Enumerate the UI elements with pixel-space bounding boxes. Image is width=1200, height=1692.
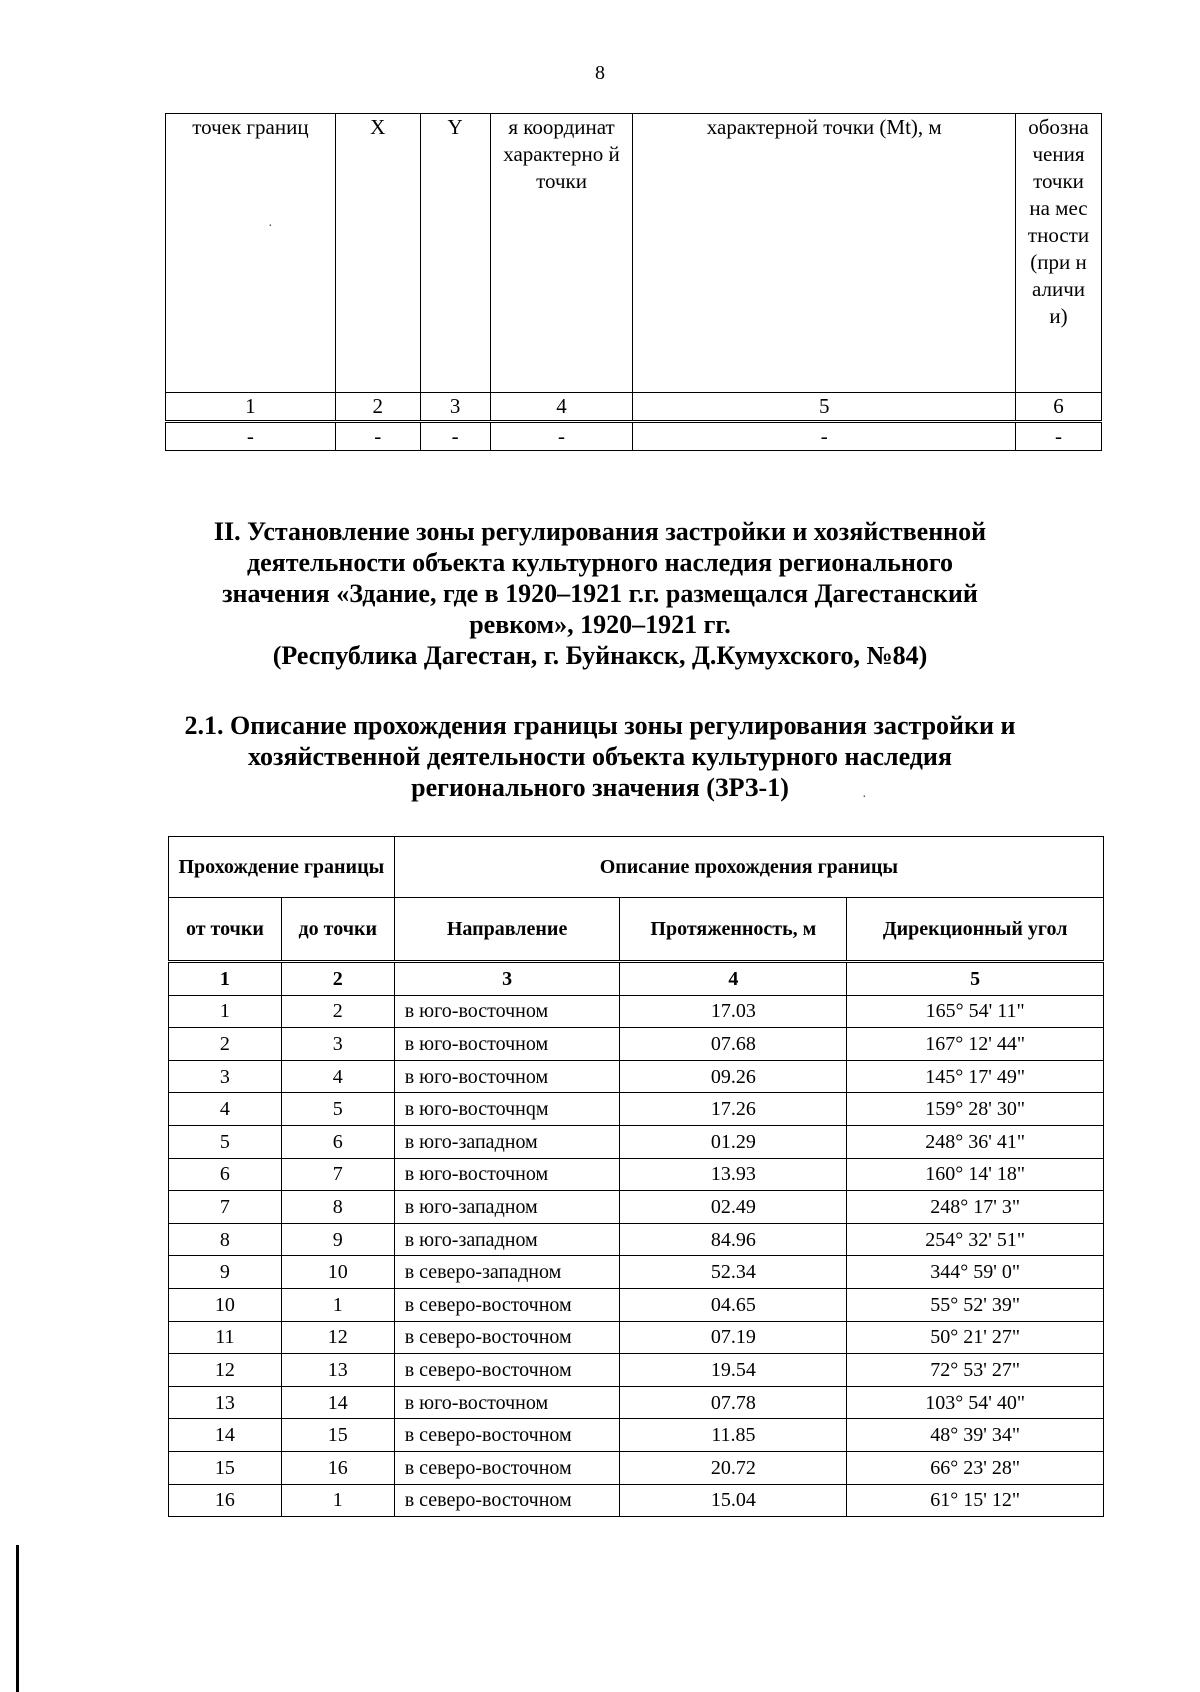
from-point-cell: 8 — [169, 1223, 282, 1256]
col-number: 3 — [420, 393, 490, 422]
length-cell: 13.93 — [620, 1158, 847, 1191]
from-point-cell: 1 — [169, 995, 282, 1028]
from-point-cell: 12 — [169, 1354, 282, 1387]
header-direction: Направление — [394, 898, 620, 962]
table-cell: - — [166, 422, 336, 451]
header-angle: Дирекционный угол — [847, 898, 1104, 962]
direction-cell: в юго-восточном — [394, 1386, 620, 1419]
to-point-cell: 13 — [281, 1354, 394, 1387]
direction-cell: в юго-восточном — [394, 1060, 620, 1093]
length-cell: 02.49 — [620, 1191, 847, 1224]
angle-cell: 248° 17' 3" — [847, 1191, 1104, 1224]
heading-line: 2.1. Описание прохождения границы зоны регулирования застройки и — [184, 711, 1016, 740]
length-cell: 01.29 — [620, 1125, 847, 1158]
header-coordinate-method: я координат характерно й точки — [490, 114, 633, 393]
col-number: 5 — [847, 962, 1104, 996]
header-marking: обозначения точки на местности (при наличии) — [1016, 114, 1102, 393]
col-number: 2 — [335, 393, 420, 422]
length-cell: 07.68 — [620, 1028, 847, 1061]
from-point-cell: 10 — [169, 1288, 282, 1321]
to-point-cell: 8 — [281, 1191, 394, 1224]
from-point-cell: 13 — [169, 1386, 282, 1419]
direction-cell: в юго-восточном — [394, 1158, 620, 1191]
length-cell: 20.72 — [620, 1451, 847, 1484]
page-number: 8 — [595, 62, 605, 84]
to-point-cell: 2 — [281, 995, 394, 1028]
to-point-cell: 4 — [281, 1060, 394, 1093]
heading-line: значения «Здание, где в 1920–1921 г.г. размещался Дагестанский — [222, 579, 978, 608]
boundary-description-table — [168, 836, 1104, 1517]
length-cell: 17.26 — [620, 1093, 847, 1126]
col-number: 1 — [169, 962, 282, 996]
angle-cell: 165° 54' 11" — [847, 995, 1104, 1028]
table-cell: - — [1016, 422, 1102, 451]
table-row — [169, 995, 1104, 1028]
direction-cell: в северо-восточном — [394, 1288, 620, 1321]
table-row — [169, 1125, 1104, 1158]
from-point-cell: 3 — [169, 1060, 282, 1093]
section-heading — [0, 516, 1200, 671]
scan-speck: · — [268, 219, 273, 234]
table-row — [169, 1223, 1104, 1256]
direction-cell: в юго-западном — [394, 1191, 620, 1224]
length-cell: 04.65 — [620, 1288, 847, 1321]
subsection-heading — [0, 710, 1200, 803]
length-cell: 09.26 — [620, 1060, 847, 1093]
direction-cell: в юго-западном — [394, 1223, 620, 1256]
col-number: 6 — [1016, 393, 1102, 422]
col-number: 1 — [166, 393, 336, 422]
angle-cell: 254° 32' 51" — [847, 1223, 1104, 1256]
from-point-cell: 7 — [169, 1191, 282, 1224]
header-from-point: от точки — [169, 898, 282, 962]
table-row — [169, 1354, 1104, 1387]
header-y: Y — [420, 114, 490, 393]
col-number: 4 — [490, 393, 633, 422]
length-cell: 17.03 — [620, 995, 847, 1028]
heading-line: ревком», 1920–1921 гг. — [469, 610, 731, 639]
angle-cell: 48° 39' 34" — [847, 1419, 1104, 1452]
from-point-cell: 6 — [169, 1158, 282, 1191]
angle-cell: 344° 59' 0" — [847, 1256, 1104, 1289]
from-point-cell: 16 — [169, 1484, 282, 1517]
direction-cell: в северо-восточном — [394, 1484, 620, 1517]
from-point-cell: 11 — [169, 1321, 282, 1354]
table-cell: - — [633, 422, 1016, 451]
scan-speck: · — [862, 790, 867, 805]
length-cell: 07.78 — [620, 1386, 847, 1419]
heading-line: хозяйственной деятельности объекта культурного наследия — [248, 742, 952, 771]
angle-cell: 248° 36' 41" — [847, 1125, 1104, 1158]
table-row — [169, 1386, 1104, 1419]
to-point-cell: 1 — [281, 1484, 394, 1517]
angle-cell: 55° 52' 39" — [847, 1288, 1104, 1321]
col-number: 2 — [281, 962, 394, 996]
to-point-cell: 15 — [281, 1419, 394, 1452]
to-point-cell: 9 — [281, 1223, 394, 1256]
header-length: Протяженность, м — [620, 898, 847, 962]
from-point-cell: 9 — [169, 1256, 282, 1289]
table-row — [169, 1321, 1104, 1354]
col-number: 3 — [394, 962, 620, 996]
table-cell: - — [335, 422, 420, 451]
table-row — [166, 422, 1102, 451]
header-x: X — [335, 114, 420, 393]
table-row — [169, 1419, 1104, 1452]
angle-cell: 167° 12' 44" — [847, 1028, 1104, 1061]
coordinates-table-continuation — [165, 113, 1102, 451]
heading-line: деятельности объекта культурного наследия регионального — [246, 548, 954, 577]
header-precision: характерной точки (Mt), м — [633, 114, 1016, 393]
length-cell: 52.34 — [620, 1256, 847, 1289]
to-point-cell: 1 — [281, 1288, 394, 1321]
direction-cell: в северо-восточном — [394, 1451, 620, 1484]
table-row — [169, 1158, 1104, 1191]
table-row — [169, 1484, 1104, 1517]
heading-line: II. Установление зоны регулирования застройки и хозяйственной — [213, 517, 987, 546]
to-point-cell: 3 — [281, 1028, 394, 1061]
angle-cell: 145° 17' 49" — [847, 1060, 1104, 1093]
direction-cell: в юго-западном — [394, 1125, 620, 1158]
angle-cell: 159° 28' 30" — [847, 1093, 1104, 1126]
heading-line: (Республика Дагестан, г. Буйнакск, Д.Кумухского, №84) — [272, 641, 928, 670]
from-point-cell: 14 — [169, 1419, 282, 1452]
header-to-point: до точки — [281, 898, 394, 962]
length-cell: 19.54 — [620, 1354, 847, 1387]
header-passage: Прохождение границы — [169, 837, 395, 898]
col-number: 4 — [620, 962, 847, 996]
angle-cell: 66° 23' 28" — [847, 1451, 1104, 1484]
angle-cell: 103° 54' 40" — [847, 1386, 1104, 1419]
table-row — [169, 1060, 1104, 1093]
to-point-cell: 10 — [281, 1256, 394, 1289]
angle-cell: 72° 53' 27" — [847, 1354, 1104, 1387]
to-point-cell: 6 — [281, 1125, 394, 1158]
scan-margin-line — [16, 1545, 19, 1692]
from-point-cell: 2 — [169, 1028, 282, 1061]
direction-cell: в юго-восточном — [394, 1028, 620, 1061]
table-row — [169, 1191, 1104, 1224]
col-number: 5 — [633, 393, 1016, 422]
from-point-cell: 4 — [169, 1093, 282, 1126]
column-numbers-row — [169, 962, 1104, 996]
direction-cell: в северо-восточном — [394, 1321, 620, 1354]
direction-cell: в юго-восточнqм — [394, 1093, 620, 1126]
table-row — [169, 1256, 1104, 1289]
heading-line: регионального значения (ЗРЗ-1) — [411, 773, 789, 802]
angle-cell: 160° 14' 18" — [847, 1158, 1104, 1191]
to-point-cell: 12 — [281, 1321, 394, 1354]
to-point-cell: 7 — [281, 1158, 394, 1191]
direction-cell: в юго-восточном — [394, 995, 620, 1028]
length-cell: 07.19 — [620, 1321, 847, 1354]
header-description: Описание прохождения границы — [394, 837, 1103, 898]
table-row — [169, 1028, 1104, 1061]
angle-cell: 50° 21' 27" — [847, 1321, 1104, 1354]
angle-cell: 61° 15' 12" — [847, 1484, 1104, 1517]
from-point-cell: 15 — [169, 1451, 282, 1484]
direction-cell: в северо-восточном — [394, 1354, 620, 1387]
to-point-cell: 16 — [281, 1451, 394, 1484]
to-point-cell: 5 — [281, 1093, 394, 1126]
length-cell: 84.96 — [620, 1223, 847, 1256]
header-boundary-points: точек границ — [166, 114, 336, 393]
table-row — [169, 1093, 1104, 1126]
table-row — [169, 1451, 1104, 1484]
to-point-cell: 14 — [281, 1386, 394, 1419]
table-cell: - — [490, 422, 633, 451]
direction-cell: в северо-западном — [394, 1256, 620, 1289]
length-cell: 11.85 — [620, 1419, 847, 1452]
length-cell: 15.04 — [620, 1484, 847, 1517]
table-cell: - — [420, 422, 490, 451]
table-row — [169, 1288, 1104, 1321]
direction-cell: в северо-восточном — [394, 1419, 620, 1452]
from-point-cell: 5 — [169, 1125, 282, 1158]
